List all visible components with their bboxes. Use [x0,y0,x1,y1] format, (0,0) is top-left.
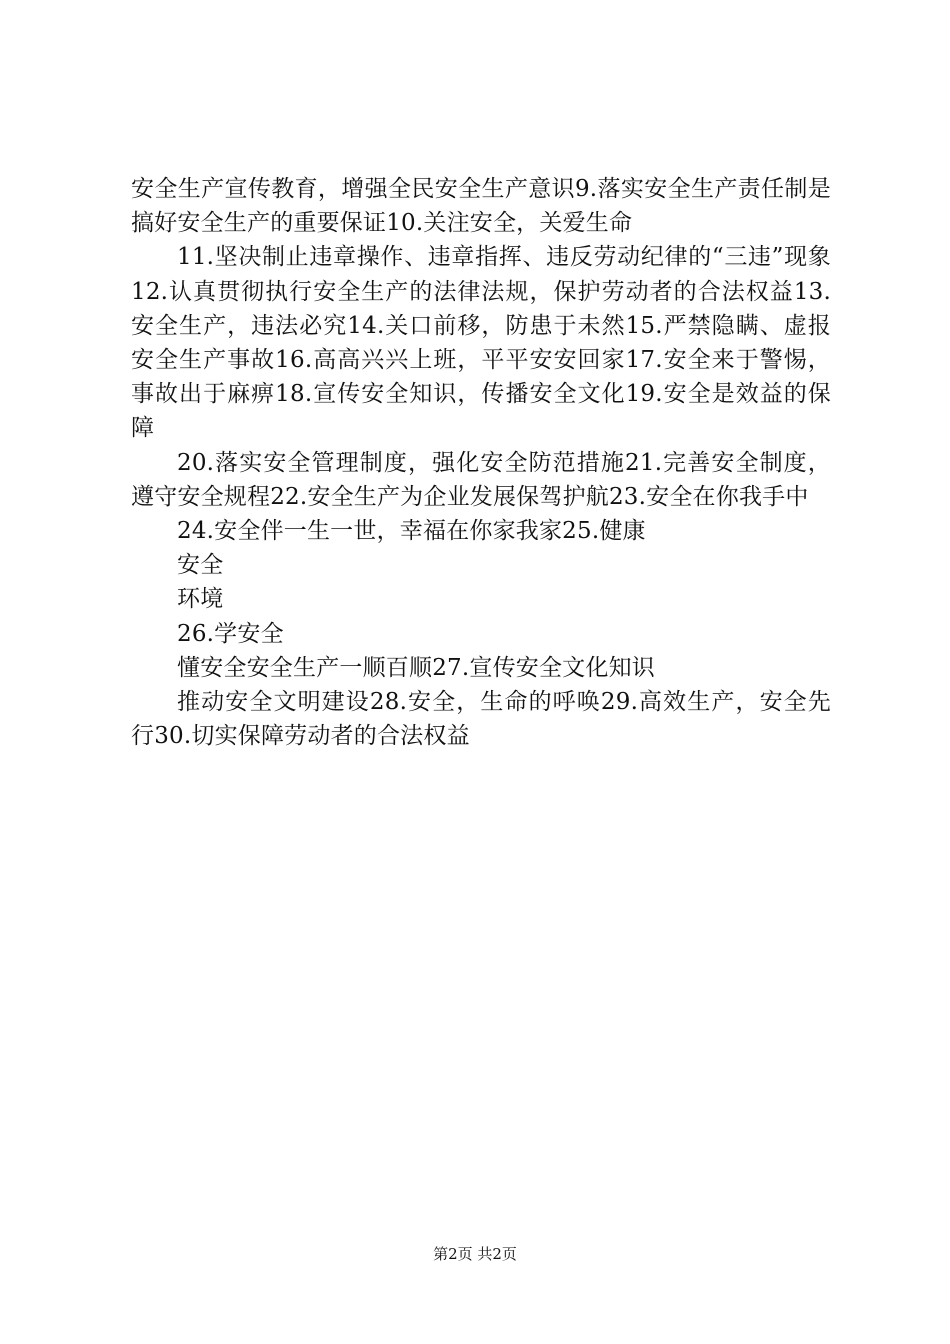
paragraph-7: 26.学安全 [177,620,284,647]
document-body [131,172,831,753]
paragraph-3: 20.落实安全管理制度，强化安全防范措施21.完善安全制度，遵守安全规程22.安全生产为企业发展保驾护航23.安全在你我手中 [131,449,831,510]
paragraph-1: 安全生产宣传教育，增强全民安全生产意识9.落实安全生产责任制是搞好安全生产的重要保证10.关注安全，关爱生命 [131,176,831,237]
paragraph-8: 懂安全安全生产一顺百顺27.宣传安全文化知识 [177,654,655,681]
page-footer: 第2页 共2页 [433,1245,517,1263]
paragraph-9: 推动安全文明建设28.安全，生命的呼唤29.高效生产，安全先行30.切实保障劳动者的合法权益 [131,689,831,750]
paragraph-2: 11.坚决制止违章操作、违章指挥、违反劳动纪律的“三违”现象12.认真贯彻执行安全生产的法律法规，保护劳动者的合法权益13.安全生产，违法必究14.关口前移，防患于未然15.严禁隐瞒、虚报安全生产事故16.高高兴兴上班，平平安安回家17.安全来于警惕，事故出于麻痹18.宣传安全知识，传播安全文化19.安全是效益的保障 [131,244,831,442]
paragraph-5: 安全 [177,552,224,579]
paragraph-4: 24.安全伴一生一世，幸福在你家我家25.健康 [177,518,646,545]
paragraph-6: 环境 [177,586,224,613]
